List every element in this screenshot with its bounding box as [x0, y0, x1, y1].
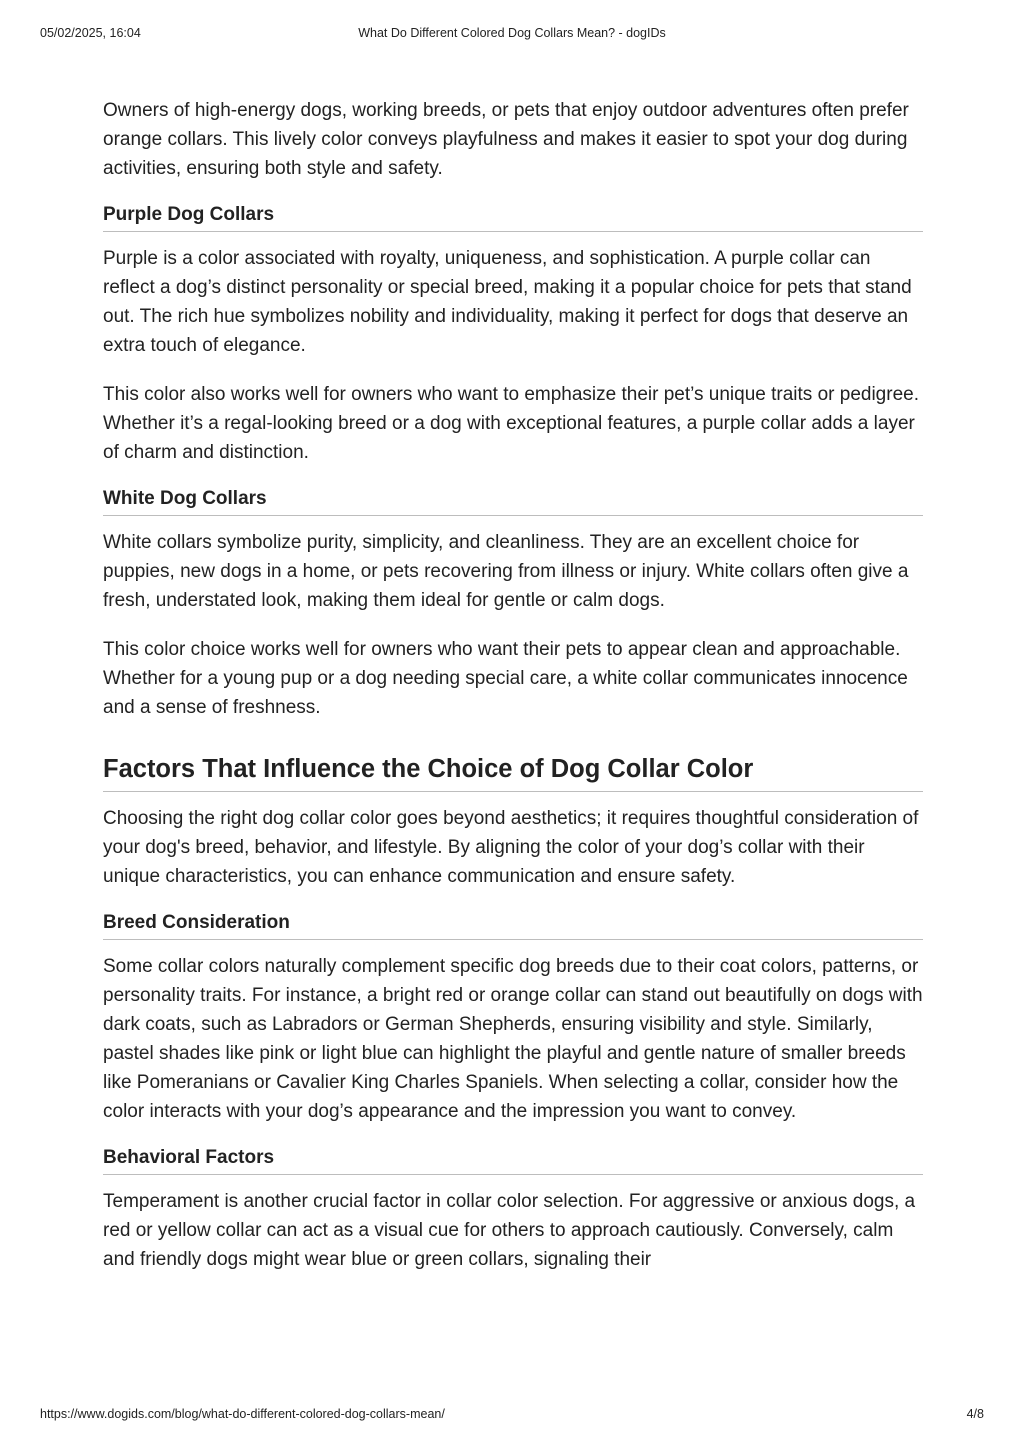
article-content — [103, 96, 923, 1294]
purple-collars-paragraph-2: This color also works well for owners who want to emphasize their pet’s unique traits or pedigree. Whether it’s a regal-looking breed or a dog with exceptional features, a purple collar adds a layer of charm and distinction. — [103, 384, 919, 463]
breed-consideration-heading: Breed Consideration — [103, 911, 923, 940]
purple-collars-heading: Purple Dog Collars — [103, 203, 923, 232]
purple-collars-paragraph-1: Purple is a color associated with royalty, uniqueness, and sophistication. A purple collar can reflect a dog’s distinct personality or special breed, making it a popular choice for pets that stand out. The rich hue symbolizes nobility and individuality, making it perfect for dogs that deserve an extra touch of elegance. — [103, 248, 912, 356]
print-page-title: What Do Different Colored Dog Collars Mean? - dogIDs — [358, 26, 666, 40]
white-collars-paragraph-2: This color choice works well for owners who want their pets to appear clean and approachable. Whether for a young pup or a dog needing special care, a white collar communicates innocence and a sense of freshness. — [103, 639, 908, 718]
page-number: 4/8 — [966, 1407, 984, 1421]
factors-heading: Factors That Influence the Choice of Dog Collar Color — [103, 753, 923, 792]
white-collars-paragraph-1: White collars symbolize purity, simplicity, and cleanliness. They are an excellent choice for puppies, new dogs in a home, or pets recovering from illness or injury. White collars often give a fresh, understated look, making them ideal for gentle or calm dogs. — [103, 532, 909, 611]
print-datetime: 05/02/2025, 16:04 — [40, 26, 141, 40]
factors-paragraph: Choosing the right dog collar color goes beyond aesthetics; it requires thoughtful consideration of your dog's breed, behavior, and lifestyle. By aligning the color of your dog’s collar with their unique characteristics, you can enhance communication and ensure safety. — [103, 808, 919, 887]
print-header — [40, 26, 984, 42]
white-collars-heading: White Dog Collars — [103, 487, 923, 516]
page-url: https://www.dogids.com/blog/what-do-different-colored-dog-collars-mean/ — [40, 1407, 445, 1421]
orange-collars-paragraph: Owners of high-energy dogs, working breeds, or pets that enjoy outdoor adventures often prefer orange collars. This lively color conveys playfulness and makes it easier to spot your dog during activities, ensuring both style and safety. — [103, 100, 909, 179]
print-footer — [40, 1407, 984, 1423]
behavioral-factors-paragraph: Temperament is another crucial factor in collar color selection. For aggressive or anxious dogs, a red or yellow collar can act as a visual cue for others to approach cautiously. Conversely, calm and friendly dogs might wear blue or green collars, signaling their — [103, 1191, 916, 1270]
behavioral-factors-heading: Behavioral Factors — [103, 1146, 923, 1175]
breed-consideration-paragraph: Some collar colors naturally complement specific dog breeds due to their coat colors, patterns, or personality traits. For instance, a bright red or orange collar can stand out beautifully on dogs with dark coats, such as Labradors or German Shepherds, ensuring visibility and style. Similarly, pastel shades like pink or light blue can highlight the playful and gentle nature of smaller breeds like Pomeranians or Cavalier King Charles Spaniels. When selecting a collar, consider how the color interacts with your dog’s appearance and the impression you want to convey. — [103, 956, 923, 1122]
